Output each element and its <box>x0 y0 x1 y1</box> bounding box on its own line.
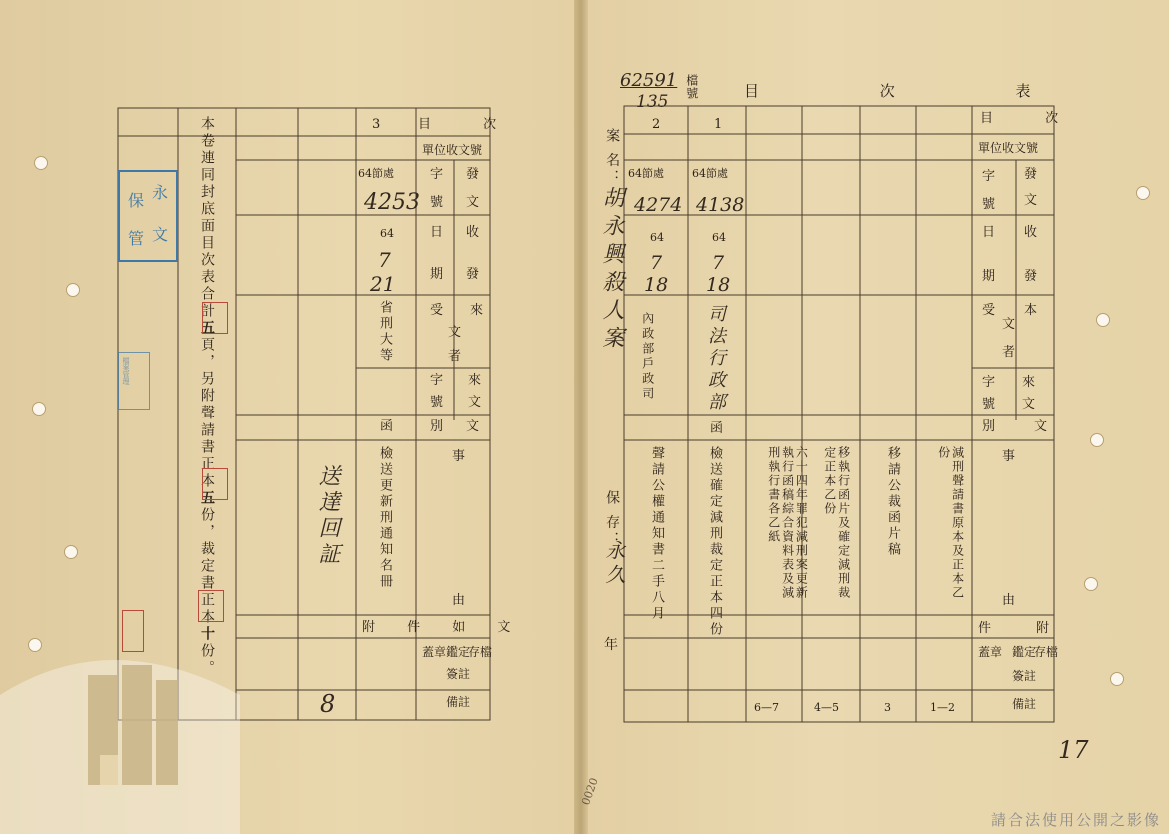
issuing-unit: 64節處 <box>692 167 728 180</box>
label-shou: 受 <box>982 303 996 318</box>
entry-number: 2 <box>652 117 661 132</box>
label-seal: 蓋章 <box>978 645 1003 659</box>
label-you: 由 <box>1002 593 1016 608</box>
date-day: 18 <box>644 274 669 296</box>
margin-note-part: 份，裁定書正本 <box>199 507 215 626</box>
label-jian: 件 <box>978 621 992 636</box>
item-pages: 1—2 <box>930 701 955 714</box>
date-month: 7 <box>712 252 725 274</box>
label-fu: 附 <box>1036 621 1050 636</box>
label-shou: 受 <box>430 303 444 318</box>
label-fa: 發 <box>1024 167 1038 182</box>
item-subject: 減刑聲請書原本及正本乙份 <box>936 446 965 600</box>
document-number: 4138 <box>696 194 745 216</box>
date-year: 64 <box>650 231 664 244</box>
red-seal <box>202 468 228 500</box>
subject-text: 聲請公權通知書二手八月 <box>648 446 664 622</box>
date-month: 7 <box>378 248 391 272</box>
label-ri: 日 <box>430 225 444 240</box>
label-ben: 本 <box>1024 303 1038 318</box>
label-archive: 存檔 <box>1034 645 1059 659</box>
archive-logo-icon <box>0 635 240 834</box>
handwritten-note: 送達回証 <box>315 464 340 568</box>
table-title: 目 次 表 <box>744 82 1089 100</box>
label-zi: 字 <box>982 169 996 184</box>
archive-number-bottom: 135 <box>636 92 669 112</box>
column-title: 目 次 <box>980 111 1083 126</box>
serial-label: 單位收文號 <box>978 141 1039 155</box>
label-ri: 日 <box>982 225 996 240</box>
label-wen: 文 <box>1022 397 1036 412</box>
margin-note-count: 五 <box>199 320 215 337</box>
label-shi: 事 <box>452 449 466 464</box>
doc-type: 函 <box>710 421 724 436</box>
remarks-value: 8 <box>320 690 336 718</box>
subject-text: 檢送確定減刑裁定正本四份 <box>706 446 722 638</box>
label-bie: 別 <box>982 419 996 434</box>
case-label: 案 名： <box>604 128 621 187</box>
margin-note-part: 份。 <box>199 643 215 677</box>
red-seal <box>198 590 224 622</box>
archive-stamp <box>118 352 150 410</box>
stamp-char: 永 <box>152 183 169 202</box>
label-zi: 字 <box>982 375 996 390</box>
label-wen: 文 <box>448 325 462 340</box>
stamp-char: 保 <box>128 191 145 210</box>
label-remarks: 備註 <box>446 695 471 709</box>
item-subject: 六十四年罪犯減刑案更新執行函稿綜合資料表及減刑執行書各乙紙 <box>766 446 809 600</box>
label-qi: 期 <box>982 269 996 284</box>
label-zhe: 者 <box>1002 345 1016 360</box>
label-fa: 發 <box>466 167 480 182</box>
label-wen: 文 <box>466 195 480 210</box>
item-subject: 移執行函片及確定減刑裁定正本乙份 <box>822 446 851 600</box>
label-lai: 來 <box>470 303 484 318</box>
keep-label: 保 存： <box>604 490 621 549</box>
sender-name: 省刑大等 <box>376 300 392 364</box>
label-hao: 號 <box>430 395 444 410</box>
label-shi: 事 <box>1002 449 1016 464</box>
archive-number-label: 檔號 <box>684 74 699 100</box>
date-month: 7 <box>650 252 663 274</box>
year-label: 年 <box>604 637 618 653</box>
label-annotate: 簽註 <box>1012 669 1037 683</box>
date-year: 64 <box>380 227 394 240</box>
issuing-unit: 64節處 <box>628 167 664 180</box>
item-subject: 移請公裁函片稿 <box>884 446 900 558</box>
subject-text: 檢送更新刑通知名冊 <box>376 446 392 590</box>
attachment-label: 附 件 如 文 <box>362 620 525 635</box>
label-appraise: 鑑定 <box>446 645 471 659</box>
label-bie: 別 <box>430 419 444 434</box>
label-qi: 期 <box>430 267 444 282</box>
stamp-char: 文 <box>152 225 169 244</box>
label-you: 由 <box>452 593 466 608</box>
bottom-stamp: 0020 <box>579 776 601 807</box>
archive-number-top: 62591 <box>620 70 678 91</box>
label-fa: 發 <box>1024 269 1038 284</box>
label-wen: 文 <box>468 395 482 410</box>
label-shou: 收 <box>1024 225 1038 240</box>
margin-note-count: 五 <box>199 490 215 507</box>
item-pages: 6—7 <box>754 701 779 714</box>
serial-label: 單位收文號 <box>422 143 483 157</box>
label-appraise: 鑑定 <box>1012 645 1037 659</box>
label-remarks: 備註 <box>1012 697 1037 711</box>
label-hao: 號 <box>982 397 996 412</box>
label-wen: 文 <box>466 419 480 434</box>
item-pages: 3 <box>884 701 891 714</box>
label-shou: 收 <box>466 225 480 240</box>
column-title: 目 次 <box>418 117 521 132</box>
label-lai: 來 <box>1022 375 1036 390</box>
label-annotate: 簽註 <box>446 667 471 681</box>
stamp-char: 管 <box>128 229 145 248</box>
document-number: 4274 <box>634 194 683 216</box>
usage-watermark: 請合法使用公開之影像 <box>990 811 1161 829</box>
sender-name: 司法行政部 <box>705 304 726 414</box>
document-number: 4253 <box>364 190 420 215</box>
label-wen: 文 <box>1034 419 1048 434</box>
label-zhe: 者 <box>448 349 462 364</box>
entry-number: 1 <box>714 117 723 132</box>
doc-type: 函 <box>380 419 394 434</box>
label-zi: 字 <box>430 373 444 388</box>
case-name: 胡永興殺人案 <box>599 186 624 354</box>
page-number: 17 <box>1058 736 1089 764</box>
permanent-keep-stamp <box>118 170 178 262</box>
label-lai: 來 <box>468 373 482 388</box>
label-wen: 文 <box>1024 193 1038 208</box>
label-hao: 號 <box>430 195 444 210</box>
date-day: 18 <box>706 274 731 296</box>
item-pages: 4—5 <box>814 701 839 714</box>
keep-value: 永久 <box>602 540 626 588</box>
date-day: 21 <box>370 272 396 296</box>
label-archive: 存檔 <box>468 645 493 659</box>
label-fa: 發 <box>466 267 480 282</box>
margin-note-part: 本卷連同封底面目次表合計 <box>199 116 215 320</box>
label-seal: 蓋章 <box>422 645 447 659</box>
sender-name: 內政部戶政司 <box>640 312 655 402</box>
label-wen: 文 <box>1002 317 1016 332</box>
entry-number: 3 <box>372 117 381 132</box>
stamp-text: 檔案管理 <box>122 357 130 385</box>
date-year: 64 <box>712 231 726 244</box>
margin-note-part: 頁，另附聲請書正本 <box>199 337 215 490</box>
margin-note-count: 十 <box>199 626 215 643</box>
red-seal <box>202 302 228 334</box>
label-zi: 字 <box>430 167 444 182</box>
label-hao: 號 <box>982 197 996 212</box>
issuing-unit: 64節處 <box>358 167 394 180</box>
